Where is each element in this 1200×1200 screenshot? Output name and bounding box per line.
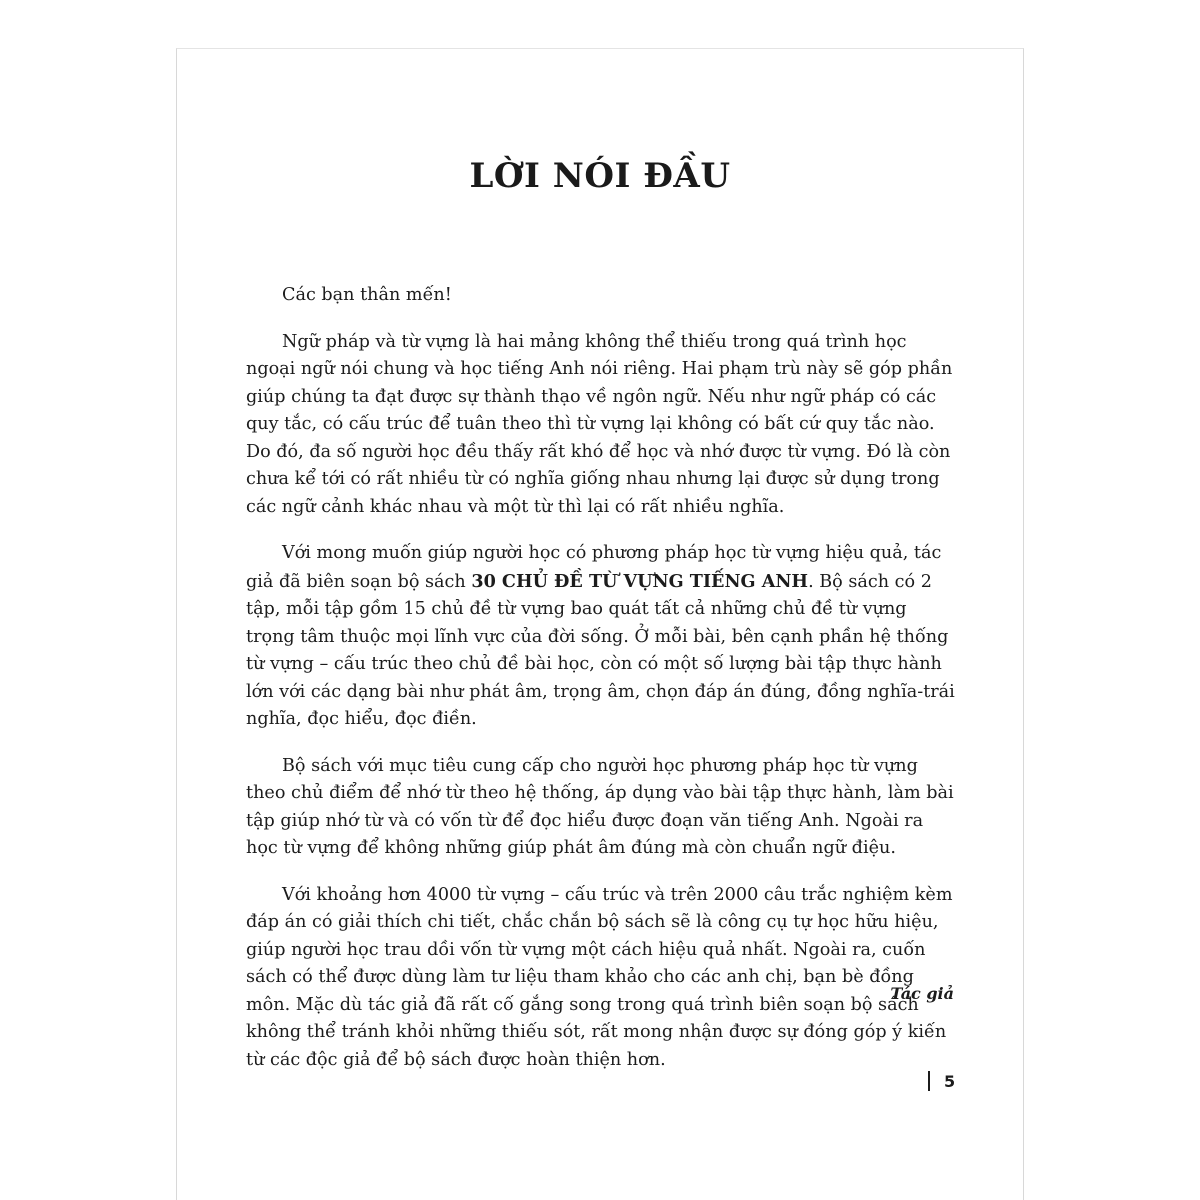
page-title: LỜI NÓI ĐẦU bbox=[469, 156, 731, 196]
paragraph-2-rest: . Bộ sách có 2 tập, mỗi tập gồm 15 chủ đề từ vựng bao quát tất cả những chủ đề từ vựng trọng tâm thuộc mọi lĩnh vực của đời sống. Ở mỗi bài, bên cạnh phần hệ thống từ vựng – cấu trúc theo chủ đề bài học, còn có một số lượng bài tập thực hành lớn với các dạng bài như phát âm, trọng âm, chọn đáp án đúng, đồng nghĩa-trái nghĩa, đọc hiểu, đọc điền. bbox=[246, 571, 955, 729]
paragraph-2-intro: Với mong muốn giúp người học có phương pháp học từ vựng hiệu quả, tác giả đã biên soạn bộ sách bbox=[246, 543, 942, 592]
book-title: 30 CHỦ ĐỀ TỪ VỰNG TIẾNG ANH bbox=[471, 570, 809, 592]
paragraph-2 bbox=[246, 540, 958, 734]
page-number: 5 bbox=[944, 1071, 956, 1091]
body-text bbox=[246, 282, 958, 1093]
paragraph-4: Với khoảng hơn 4000 từ vựng – cấu trúc và trên 2000 câu trắc nghiệm kèm đáp án có giải thích chi tiết, chắc chắn bộ sách sẽ là công cụ tự học hữu hiệu, giúp người học trau dồi vốn từ vựng một cách hiệu quả nhất. Ngoài ra, cuốn sách có thể được dùng làm tư liệu tham khảo cho các anh chị, bạn bè đồng môn. Mặc dù tác giả đã rất cố gắng song trong quá trình biên soạn bộ sách không thể tránh khỏi những thiếu sót, rất mong nhận được sự đóng góp ý kiến từ các độc giả để bộ sách được hoàn thiện hơn. bbox=[246, 884, 953, 1070]
author-signature: Tác giả bbox=[890, 984, 954, 1003]
paragraph-1: Ngữ pháp và từ vựng là hai mảng không thể thiếu trong quá trình học ngoại ngữ nói chung và học tiếng Anh nói riêng. Hai phạm trù này sẽ góp phần giúp chúng ta đạt được sự thành thạo về ngôn ngữ. Nếu như ngữ pháp có các quy tắc, có cấu trúc để tuân theo thì từ vựng lại không có bất cứ quy tắc nào. Do đó, đa số người học đều thấy rất khó để học và nhớ được từ vựng. Đó là còn chưa kể tới có rất nhiều từ có nghĩa giống nhau nhưng lại được sử dụng trong các ngữ cảnh khác nhau và một từ thì lại có rất nhiều nghĩa. bbox=[246, 331, 953, 517]
paragraph-3: Bộ sách với mục tiêu cung cấp cho người học phương pháp học từ vựng theo chủ điểm để nhớ từ theo hệ thống, áp dụng vào bài tập thực hành, làm bài tập giúp nhớ từ và có vốn từ để đọc hiểu được đoạn văn tiếng Anh. Ngoài ra học từ vựng để không những giúp phát âm đúng mà còn chuẩn ngữ điệu. bbox=[246, 755, 954, 858]
page-number-divider bbox=[928, 1071, 930, 1091]
page-footer bbox=[928, 1068, 955, 1094]
greeting: Các bạn thân mến! bbox=[282, 285, 452, 305]
